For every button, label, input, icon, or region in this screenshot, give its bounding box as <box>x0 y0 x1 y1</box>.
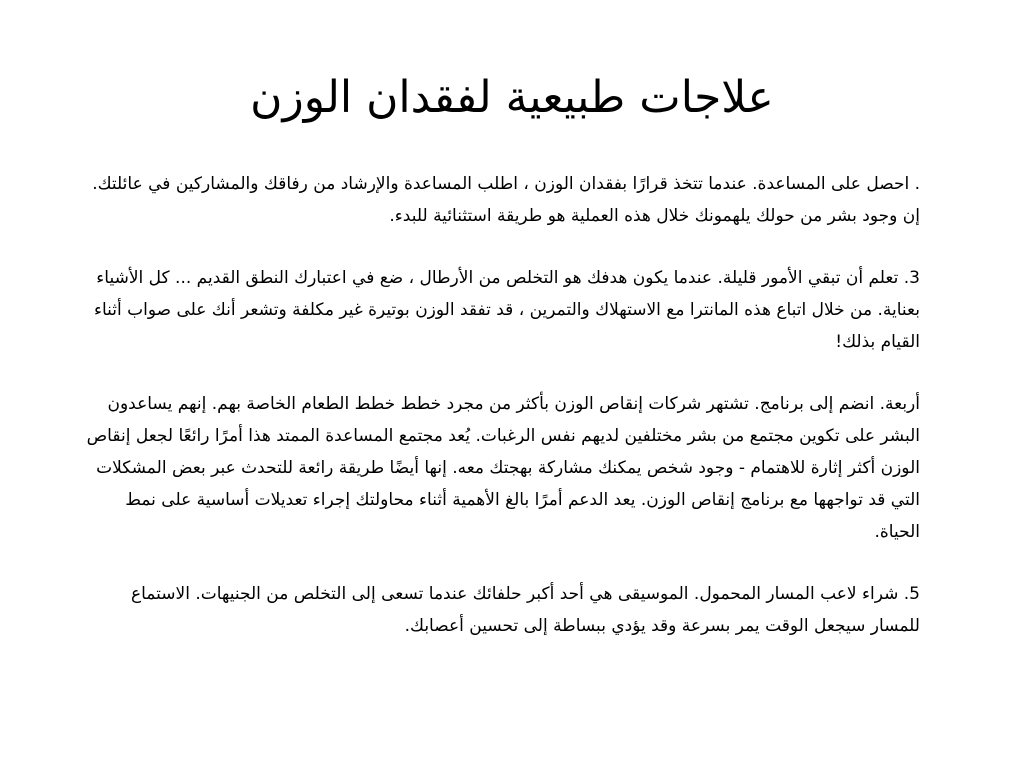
slide-title: علاجات طبيعية لفقدان الوزن <box>250 72 774 123</box>
paragraph-get-help: . احصل على المساعدة. عندما تتخذ قرارًا بفقدان الوزن ، اطلب المساعدة والإرشاد من رفاقك والمشاركين في عائلتك. إن وجود بشر من حولك يلهمونك خلال هذه العملية هو طريقة استثنائية للبدء. <box>92 174 920 226</box>
paragraph-keep-things-small: 3. تعلم أن تبقي الأمور قليلة. عندما يكون هدفك هو التخلص من الأرطال ، ضع في اعتبارك النطق القديم ... كل الأشياء بعناية. من خلال اتباع هذه المانترا مع الاستهلاك والتمرين ، قد تفقد الوزن بوتيرة غير مكلفة وتشعر أنك على صواب أثناء القيام بذلك! <box>93 268 920 352</box>
paragraph-music-player: 5. شراء لاعب المسار المحمول. الموسيقى هي أحد أكبر حلفائك عندما تسعى إلى التخلص من الجنيهات. الاستماع للمسار سيجعل الوقت يمر بسرعة وقد يؤدي ببساطة إلى تحسين أعصابك. <box>130 584 920 636</box>
slide-body <box>78 168 920 672</box>
paragraph-join-program: أربعة. انضم إلى برنامج. تشتهر شركات إنقاص الوزن بأكثر من مجرد خطط خطط الطعام الخاصة بهم. إنهم يساعدون البشر على تكوين مجتمع من بشر مختلفين لديهم نفس الرغبات. يُعد مجتمع المساعدة الممتد هذا أمرًا رائعًا لجعل إنقاص الوزن أكثر إثارة للاهتمام - وجود شخص يمكنك مشاركة بهجتك معه. إنها أيضًا طريقة رائعة للتحدث عبر بعض المشكلات التي قد تواجهها مع برنامج إنقاص الوزن. يعد الدعم أمرًا بالغ الأهمية أثناء محاولتك إجراء تعديلات أساسية على نمط الحياة. <box>86 394 920 542</box>
